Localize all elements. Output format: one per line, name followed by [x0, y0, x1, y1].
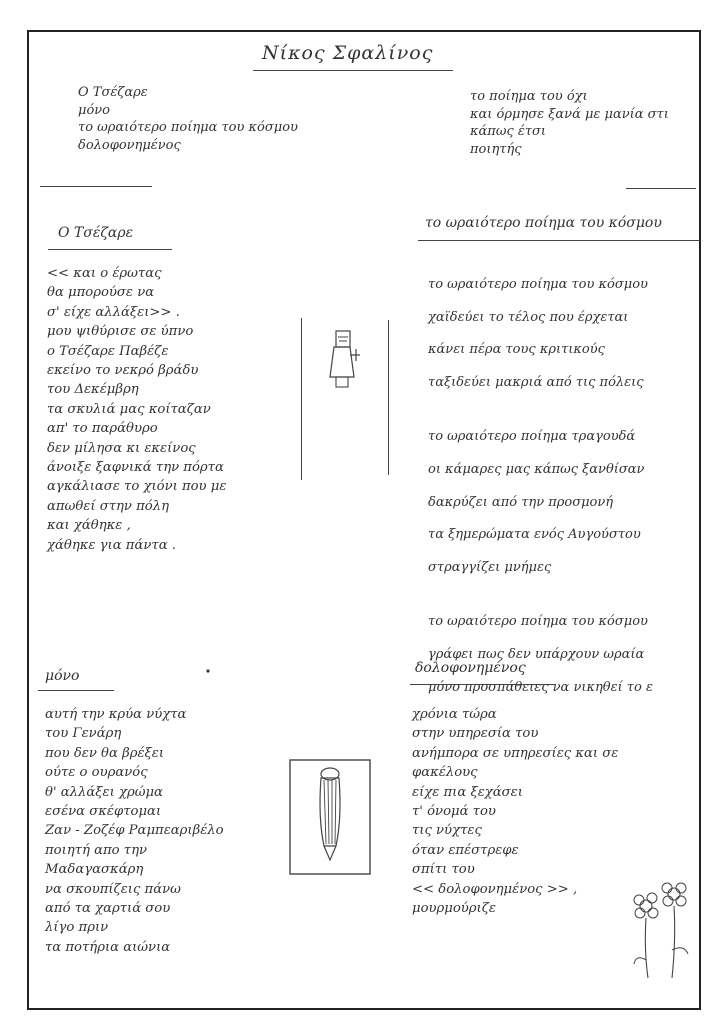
- heading-underline: [410, 684, 556, 685]
- divider-left: [40, 186, 152, 187]
- contents-right: [470, 88, 669, 158]
- poem-line: που δεν θα βρέξει: [45, 745, 165, 761]
- poem-line: να σκουπίζεις πάνω: [45, 881, 181, 897]
- poem-line: σ' είχε αλλάξει>> .: [47, 304, 180, 320]
- poem-line: του Γενάρη: [45, 726, 122, 742]
- poem-line: το ωραιότερο ποίημα του κόσμου: [428, 614, 648, 630]
- poem-line: << δολοφονημένος >> ,: [412, 881, 578, 897]
- sketch-line-right: [388, 320, 389, 475]
- divider-right: [626, 188, 696, 189]
- poem-line: δακρύζει από την προσμονή: [428, 494, 614, 510]
- poem-line: θ' αλλάξει χρώμα: [45, 784, 163, 800]
- poem-tsezare-body: [47, 264, 226, 555]
- poem-line: τα ποτήρια αιώνια: [45, 939, 171, 955]
- poem-line: χαϊδεύει το τέλος που έρχεται: [428, 309, 629, 325]
- poem-line: απωθεί στην πόλη: [47, 498, 169, 514]
- poem-line: στραγγίζει μνήμες: [428, 559, 552, 575]
- poem-line: το ωραιότερο ποίημα τραγουδά: [428, 429, 636, 445]
- poem-line: του Δεκέμβρη: [47, 382, 139, 398]
- poem-line: κάνει πέρα τους κριτικούς: [428, 342, 605, 358]
- contents-item: και όρμησε ξανά με μανία στι: [470, 106, 669, 122]
- poem-line: όταν επέστρεφε: [412, 842, 519, 858]
- boxed-figure-sketch-icon: [288, 758, 372, 878]
- poem-line: << και ο έρωτας: [47, 266, 162, 281]
- poem-line: δεν μίλησα κι εκείνος: [47, 440, 196, 456]
- poem-line: το ωραιότερο ποίημα του κόσμου: [428, 277, 648, 292]
- poem-heading-tsezare: Ο Τσέζαρε: [58, 225, 134, 241]
- poem-line: και χάθηκε ,: [47, 518, 131, 534]
- poem-line: αγκάλιασε το χιόνι που με: [47, 479, 227, 495]
- figure-sketch-icon: [320, 325, 380, 395]
- poem-oraiotero-body: [428, 262, 653, 710]
- page-title: Νίκος Σφαλίνος: [262, 42, 434, 64]
- contents-item: ποιητής: [470, 141, 522, 157]
- ink-dot: [205, 668, 211, 674]
- poem-line: λίγο πριν: [45, 920, 109, 936]
- contents-item: το ωραιότερο ποίημα του κόσμου: [78, 120, 298, 136]
- poem-line: εσένα σκέφτομαι: [45, 804, 162, 820]
- poem-line: τις νύχτες: [412, 823, 482, 839]
- heading-underline: [48, 249, 172, 250]
- poem-line: Μαδαγασκάρη: [45, 862, 144, 878]
- poem-heading-dolofonimenos: δολοφονημένος: [415, 660, 526, 676]
- poem-line: μόνο προσπάθειες να νικηθεί το ε: [428, 679, 653, 695]
- contents-left: [78, 84, 298, 154]
- poem-line: μου ψιθύρισε σε ύπνο: [47, 324, 194, 340]
- poem-line: ταξιδεύει μακριά από τις πόλεις: [428, 374, 644, 390]
- poem-line: άνοιξε ξαφνικά την πόρτα: [47, 460, 224, 476]
- contents-item: το ποίημα του όχι: [470, 89, 588, 104]
- poem-heading-mono: μόνο: [45, 668, 80, 684]
- poem-heading-oraiotero: το ωραιότερο ποίημα του κόσμου: [425, 215, 662, 231]
- poem-line: από τα χαρτιά σου: [45, 901, 171, 917]
- poem-line: τα ξημερώματα ενός Αυγούστου: [428, 527, 641, 543]
- poem-line: ανήμπορα σε υπηρεσίες και σε: [412, 745, 619, 761]
- poem-line: τα σκυλιά μας κοίταζαν: [47, 401, 211, 417]
- flower-sketch-icon: [630, 880, 696, 980]
- poem-line: εκείνο το νεκρό βράδυ: [47, 363, 199, 379]
- poem-line: ποιητή απο την: [45, 842, 147, 858]
- poem-line: γράφει πως δεν υπάρχουν ωραία: [428, 646, 645, 662]
- poem-line: θα μπορούσε να: [47, 285, 155, 301]
- poem-line: μουρμούριζε: [412, 901, 496, 917]
- poem-line: ο Τσέζαρε Παβέζε: [47, 343, 169, 359]
- poem-line: οι κάμαρες μας κάπως ξανθίσαν: [428, 461, 645, 477]
- contents-item: κάπως έτσι: [470, 124, 547, 140]
- poem-line: χάθηκε για πάντα .: [47, 537, 176, 553]
- poem-dolofonimenos-body: [412, 705, 618, 918]
- poem-line: τ' όνομά του: [412, 804, 496, 820]
- poem-line: στην υπηρεσία του: [412, 726, 539, 742]
- poem-line: απ' το παράθυρο: [47, 421, 158, 437]
- poem-line: αυτή την κρύα νύχτα: [45, 707, 187, 722]
- contents-item: Ο Τσέζαρε: [78, 85, 148, 100]
- poem-line: είχε πια ξεχάσει: [412, 784, 523, 800]
- title-underline: [253, 70, 453, 71]
- poem-mono-body: [45, 705, 224, 957]
- sketch-line-left: [301, 318, 302, 480]
- poem-line: σπίτι του: [412, 862, 475, 878]
- poem-line: φακέλους: [412, 765, 478, 781]
- poem-line: ούτε ο ουρανός: [45, 765, 148, 781]
- contents-item: δολοφονημένος: [78, 137, 181, 153]
- poem-line: χρόνια τώρα: [412, 707, 497, 722]
- heading-underline: [418, 240, 700, 241]
- poem-line: Ζαν - Ζοζέφ Ραμπεαριβέλο: [45, 823, 224, 839]
- contents-item: μόνο: [78, 102, 111, 118]
- heading-underline: [38, 690, 114, 691]
